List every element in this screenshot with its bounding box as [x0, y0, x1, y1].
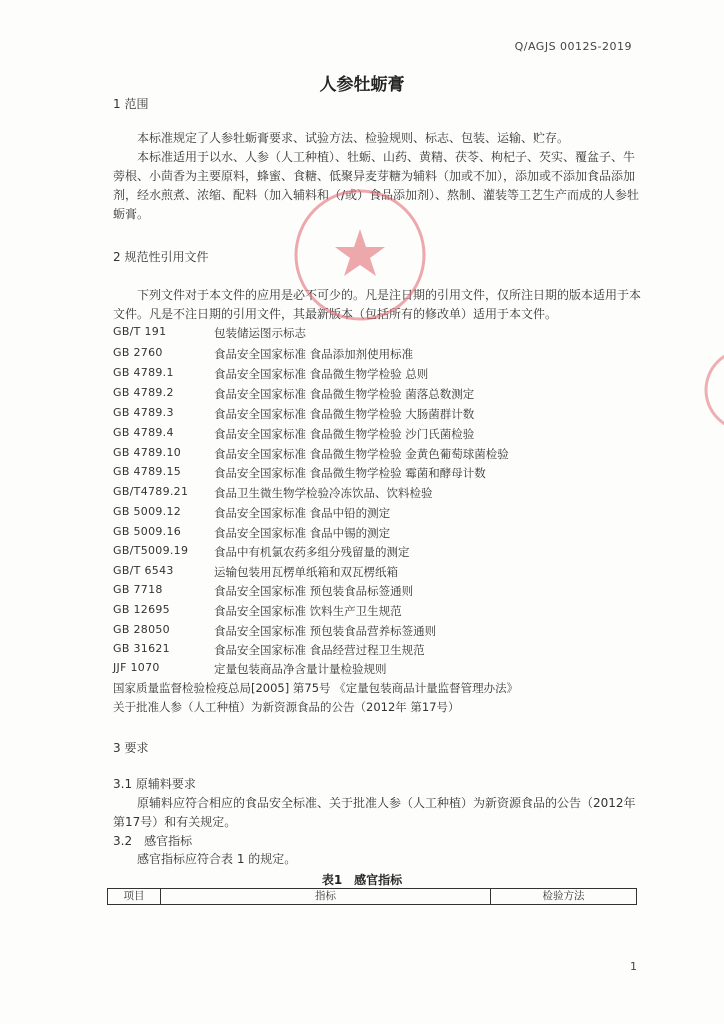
reference-code: GB/T4789.21: [113, 485, 189, 498]
reference-title: 定量包装商品净含量计量检验规则: [214, 662, 387, 676]
reference-code: GB 4789.15: [113, 465, 182, 478]
reference-code: GB 12695: [113, 603, 170, 616]
reference-title: 食品中有机氯农药多组分残留量的测定: [214, 545, 410, 559]
reference-title: 食品安全国家标准 预包装食品标签通则: [214, 584, 414, 598]
reference-title: 食品安全国家标准 食品微生物学检验 菌落总数测定: [214, 387, 475, 401]
reference-code: GB 4789.3: [113, 406, 174, 419]
reference-title: 食品安全国家标准 预包装食品营养标签通则: [214, 624, 437, 638]
reference-title: 食品安全国家标准 食品微生物学检验 总则: [214, 367, 429, 381]
subsection-3-1-text: 原辅料应符合相应的食品安全标准、关于批准人参（人工种植）为新资源食品的公告（2012年 第17号）和有关规定。: [113, 796, 636, 829]
subsection-3-1-heading: 3.1 原辅料要求: [113, 777, 196, 791]
reference-title: 食品安全国家标准 食品经营过程卫生规范: [214, 643, 425, 657]
table-header-indicator: 指标: [161, 889, 491, 904]
subsection-3-2-text: 感官指标应符合表 1 的规定。: [137, 852, 297, 866]
section-1-paragraph-2: 本标准适用于以水、人参（人工种植）、牡蛎、山药、黄精、茯苓、枸杞子、芡实、覆盆子、牛蒡根、小茴香为主要原料，蜂蜜、食糖、低聚异麦芽糖为辅料（加或不加），添加或不添加食品添加剂，经水煎煮、浓缩、配料（加入辅料和（/或）食品添加剂）、熬制、灌装等工艺生产而成的人参牡蛎膏。: [113, 150, 640, 221]
seal-star-icon: [335, 229, 385, 276]
reference-code: GB 2760: [113, 346, 163, 359]
table-1-caption: 表1 感官指标: [321, 873, 403, 887]
reference-title: 包装储运图示标志: [214, 326, 306, 340]
reference-announcement: 关于批准人参（人工种植）为新资源食品的公告（2012年 第17号）: [113, 700, 460, 714]
reference-code: GB 5009.12: [113, 505, 182, 518]
reference-title: 食品安全国家标准 食品添加剂使用标准: [214, 347, 414, 361]
table-header-item: 项目: [108, 889, 161, 904]
standard-code: Q/AGJS 0012S-2019: [514, 40, 632, 53]
subsection-3-2-heading: 3.2 感官指标: [113, 834, 193, 848]
reference-title: 食品安全国家标准 饮料生产卫生规范: [214, 604, 402, 618]
reference-title: 运输包装用瓦楞单纸箱和双瓦楞纸箱: [214, 565, 398, 579]
reference-code: GB 7718: [113, 583, 163, 596]
edge-seal-ring: [706, 350, 724, 430]
reference-title: 食品安全国家标准 食品微生物学检验 沙门氏菌检验: [214, 427, 475, 441]
table-1: [107, 888, 637, 905]
reference-code: GB 4789.1: [113, 366, 174, 379]
reference-title: 食品卫生微生物学检验冷冻饮品、饮料检验: [214, 486, 433, 500]
section-2-heading: 2 规范性引用文件: [113, 250, 209, 264]
section-1-paragraph-1: 本标准规定了人参牡蛎膏要求、试验方法、检验规则、标志、包装、运输、贮存。: [137, 131, 570, 145]
document-title: 人参牡蛎膏: [319, 75, 405, 95]
table-header-method: 检验方法: [542, 890, 585, 902]
section-2-intro: 下列文件对于本文件的应用是必不可少的。凡是注日期的引用文件，仅所注日期的版本适用于本文件。凡是不注日期的引用文件，其最新版本（包括所有的修改单）适用于本文件。: [113, 288, 642, 321]
reference-title: 食品安全国家标准 食品微生物学检验 霉菌和酵母计数: [214, 466, 486, 480]
reference-code: GB/T 191: [113, 325, 167, 338]
section-1-heading: 1 范围: [113, 97, 149, 111]
reference-code: GB 5009.16: [113, 525, 182, 538]
reference-code: JJF 1070: [113, 661, 160, 674]
page-number: 1: [630, 960, 637, 973]
reference-title: 食品安全国家标准 食品中锡的测定: [214, 526, 391, 540]
reference-title: 食品安全国家标准 食品微生物学检验 金黄色葡萄球菌检验: [214, 447, 509, 461]
edge-seal-stamp: [704, 345, 724, 435]
reference-code: GB 4789.10: [113, 446, 182, 459]
reference-code: GB 4789.4: [113, 426, 174, 439]
reference-code: GB 4789.2: [113, 386, 174, 399]
company-seal-stamp: [290, 185, 430, 325]
reference-code: GB 31621: [113, 642, 170, 655]
reference-title: 食品安全国家标准 食品微生物学检验 大肠菌群计数: [214, 407, 475, 421]
reference-code: GB/T5009.19: [113, 544, 189, 557]
reference-code: GB/T 6543: [113, 564, 174, 577]
reference-title: 食品安全国家标准 食品中铅的测定: [214, 506, 391, 520]
reference-code: GB 28050: [113, 623, 170, 636]
section-3-heading: 3 要求: [113, 741, 149, 755]
reference-regulation: 国家质量监督检验检疫总局[2005] 第75号 《定量包装商品计量监督管理办法》: [113, 681, 519, 695]
